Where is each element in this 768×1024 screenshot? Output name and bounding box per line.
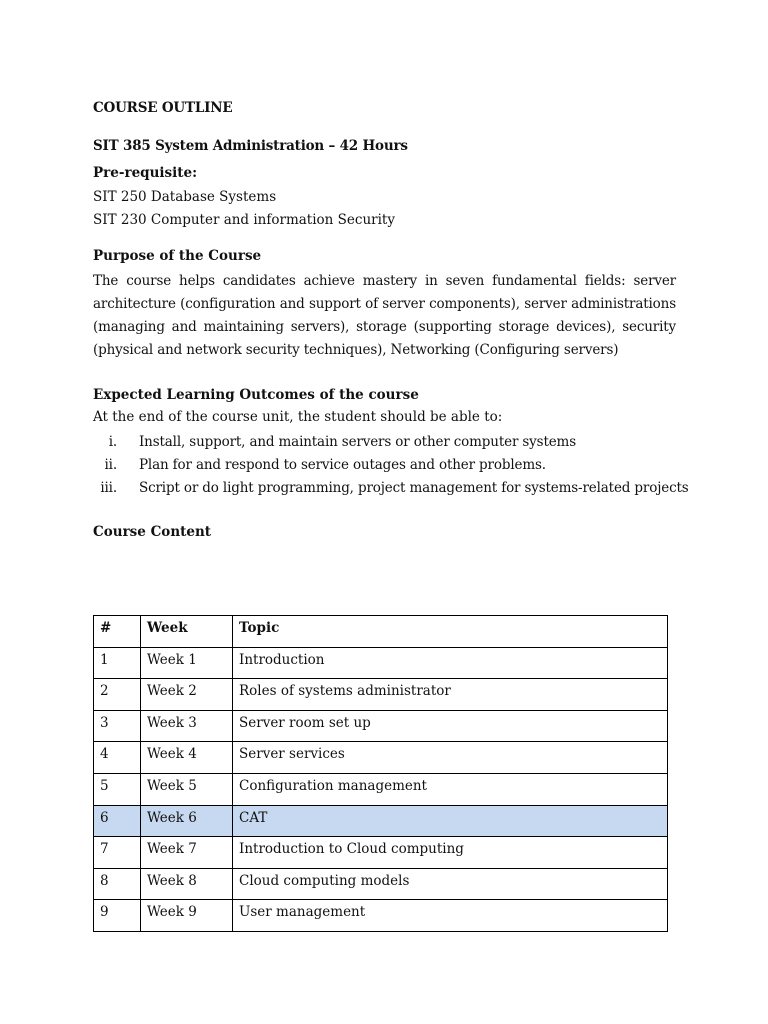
cell-number: 2 xyxy=(94,679,141,711)
table-row xyxy=(94,773,668,805)
table-row xyxy=(94,742,668,774)
outcome-text: Script or do light programming, project management for systems-related projects xyxy=(139,480,689,496)
table-body xyxy=(94,647,668,931)
cell-number: 4 xyxy=(94,742,141,774)
table-row xyxy=(94,868,668,900)
table-row xyxy=(94,710,668,742)
cell-number: 6 xyxy=(94,805,141,837)
cell-week: Week 7 xyxy=(141,837,233,869)
column-header-topic: Topic xyxy=(233,616,668,648)
cell-topic: CAT xyxy=(233,805,668,837)
cell-topic: Introduction to Cloud computing xyxy=(233,837,668,869)
cell-number: 5 xyxy=(94,773,141,805)
course-title: SIT 385 System Administration – 42 Hours xyxy=(93,138,408,154)
cell-week: Week 4 xyxy=(141,742,233,774)
prerequisite-item: SIT 230 Computer and information Security xyxy=(93,212,395,228)
outcomes-intro: At the end of the course unit, the student should be able to: xyxy=(93,409,503,425)
cell-week: Week 6 xyxy=(141,805,233,837)
course-content-heading: Course Content xyxy=(93,524,212,540)
table-header-row xyxy=(94,616,668,648)
outcome-item xyxy=(93,431,693,454)
column-header-week: Week xyxy=(141,616,233,648)
cell-week: Week 3 xyxy=(141,710,233,742)
cell-topic: Cloud computing models xyxy=(233,868,668,900)
table-row xyxy=(94,805,668,837)
course-content-table xyxy=(93,615,668,932)
column-header-number: # xyxy=(94,616,141,648)
cell-topic: Server services xyxy=(233,742,668,774)
purpose-heading: Purpose of the Course xyxy=(93,248,262,264)
cell-topic: Configuration management xyxy=(233,773,668,805)
cell-topic: Roles of systems administrator xyxy=(233,679,668,711)
outcome-item xyxy=(93,477,693,500)
cell-week: Week 1 xyxy=(141,647,233,679)
outcome-text: Install, support, and maintain servers or other computer systems xyxy=(139,434,576,450)
table-row xyxy=(94,679,668,711)
cell-number: 1 xyxy=(94,647,141,679)
table-row xyxy=(94,900,668,932)
page-title: COURSE OUTLINE xyxy=(93,100,233,116)
cell-number: 3 xyxy=(94,710,141,742)
cell-topic: User management xyxy=(233,900,668,932)
outcome-number: i. xyxy=(108,434,117,450)
cell-week: Week 9 xyxy=(141,900,233,932)
cell-number: 8 xyxy=(94,868,141,900)
outcomes-list xyxy=(93,431,693,500)
table-row xyxy=(94,837,668,869)
cell-week: Week 5 xyxy=(141,773,233,805)
table-row xyxy=(94,647,668,679)
cell-topic: Introduction xyxy=(233,647,668,679)
outcome-number: iii. xyxy=(100,480,117,496)
cell-week: Week 2 xyxy=(141,679,233,711)
cell-week: Week 8 xyxy=(141,868,233,900)
cell-number: 9 xyxy=(94,900,141,932)
outcome-text: Plan for and respond to service outages and other problems. xyxy=(139,457,546,473)
cell-number: 7 xyxy=(94,837,141,869)
prerequisite-item: SIT 250 Database Systems xyxy=(93,189,277,205)
prerequisite-list xyxy=(93,186,395,232)
cell-topic: Server room set up xyxy=(233,710,668,742)
outcome-item xyxy=(93,454,693,477)
outcome-number: ii. xyxy=(104,457,117,473)
prerequisite-heading: Pre-requisite: xyxy=(93,165,198,181)
outcomes-heading: Expected Learning Outcomes of the course xyxy=(93,387,419,403)
purpose-paragraph: The course helps candidates achieve mastery in seven fundamental fields: server architecture (configuration and support of server components), server administrations (managing and maintaining servers), storage (supporting storage devices), security (physical and network security techniques), Networking (Configuring servers) xyxy=(93,273,676,358)
